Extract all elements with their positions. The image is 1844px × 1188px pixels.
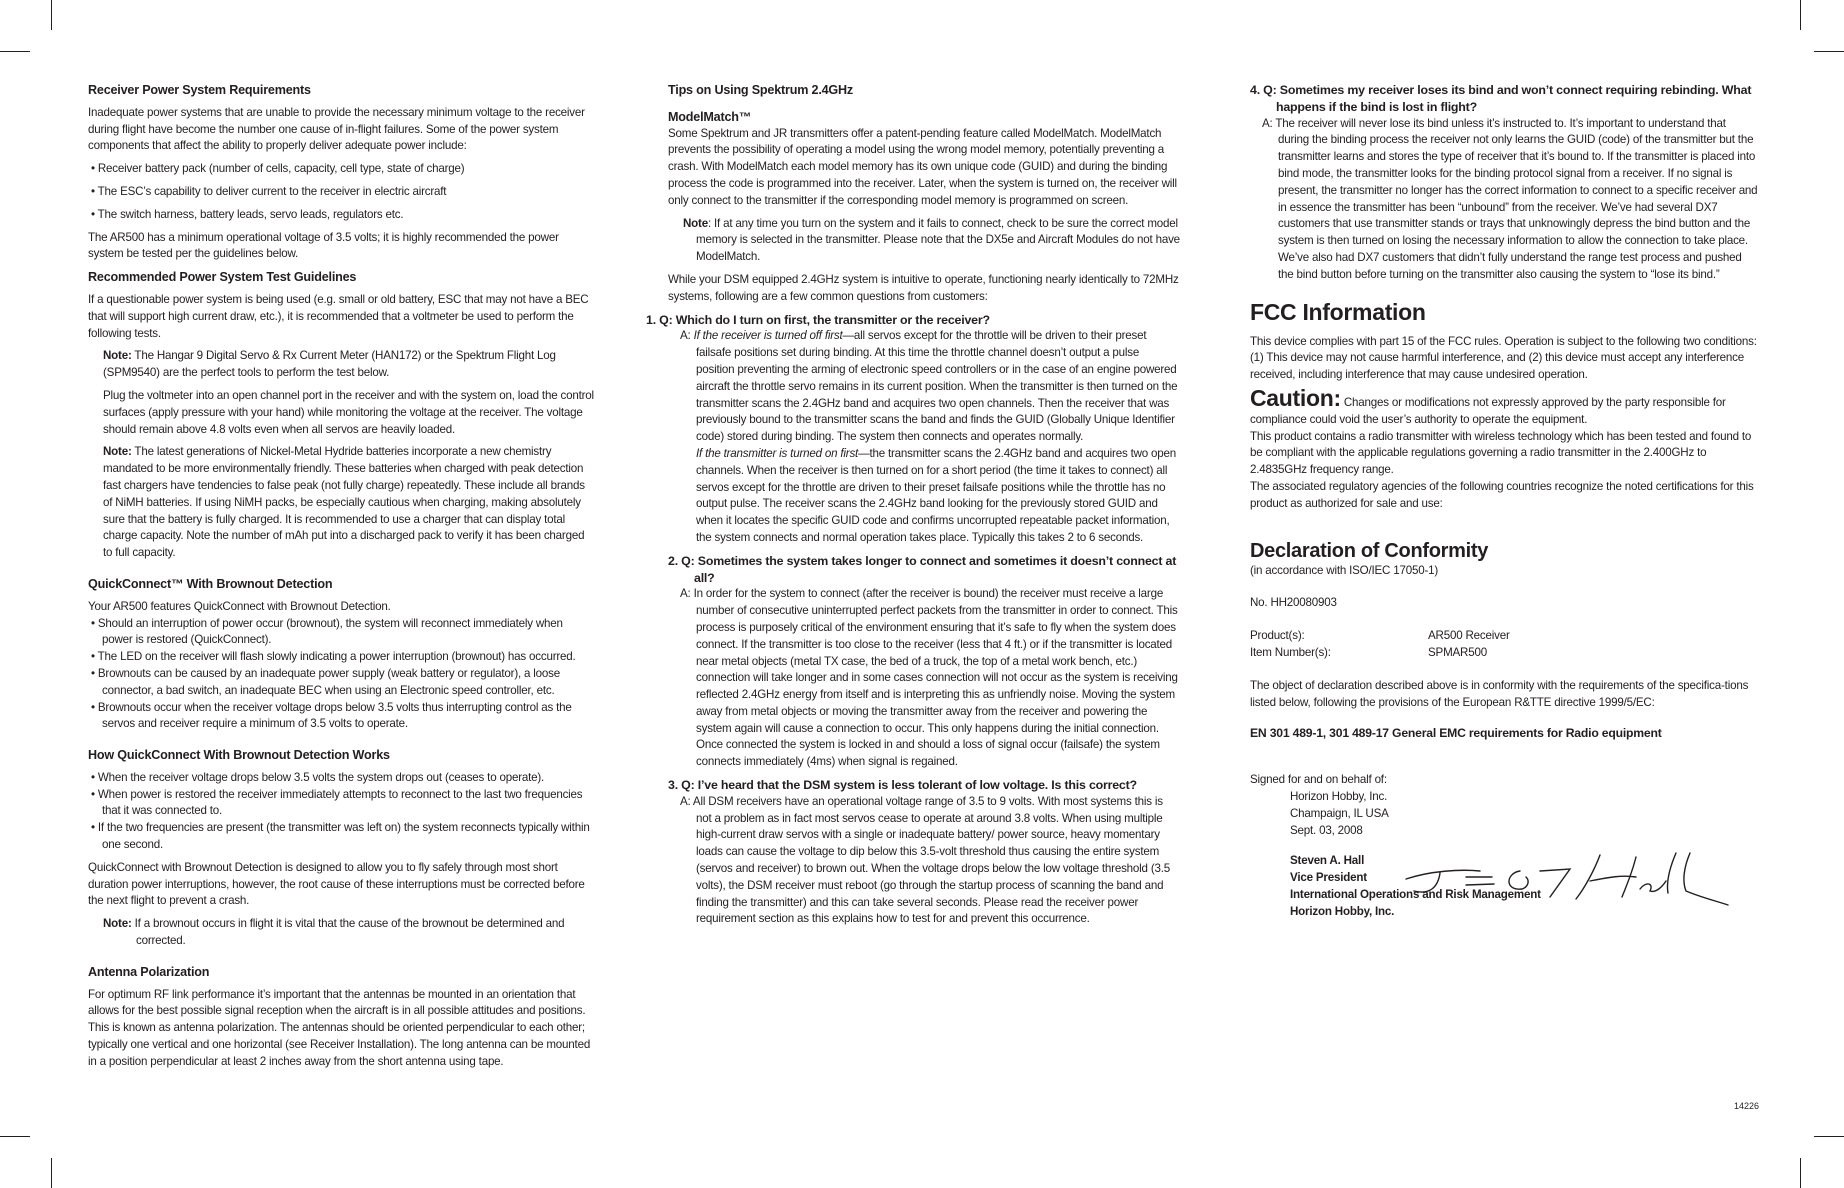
signed-label: Signed for and on behalf of: (1250, 773, 1387, 787)
signature-image (1400, 851, 1730, 909)
company-line: Champaign, IL USA (1290, 806, 1389, 820)
paragraph: Inadequate power systems that are unable to provide the necessary minimum voltage to the receiver during flight have become the number one cause of in-flight failures. Some of the power system components that affect the ability to properly deliver adequate power include: (88, 105, 585, 153)
note-text: If a brownout occurs in flight it is vital that the cause of the brownout be determined and corrected. (131, 917, 565, 948)
bullet-item: • If the two frequencies are present (the transmitter was left on) the system reconnects typically within one second. (91, 821, 590, 852)
answer-italic: If the receiver is turned off first (693, 329, 843, 343)
answer-3: A: All DSM receivers have an operational voltage range of 3.5 to 9 volts. With most systems this is not a problem as in fact most servos cease to operate at around 3.8 volts. When using multiple high-current draw servos with a single or inadequate battery/ power source, heavy momentary loads can cause the voltage to dip below this 3.5-volt threshold thus causing the entire system (servos and receiver) to brown out. When the voltage drops below the low voltage threshold (3.5 volts), the DSM receiver must reboot (go through the startup process of scanning the band and finding the transmitter) and this can take several seconds. Please read the receiver power requirement section as this explains how to test for and prevent this occurrence. (680, 794, 1171, 926)
bullet-item: • Brownouts occur when the receiver voltage drops below 3.5 volts thus interrupting control as the servos and receiver require a minimum of 3.5 volts to operate. (91, 700, 572, 731)
note (88, 916, 596, 950)
heading-test-guidelines: Recommended Power System Test Guidelines (88, 270, 357, 285)
paragraph: The object of declaration described above is in conformity with the requirements of the specifica-tions listed below, following the provisions of the European R&TTE directive 1999/5/EC: (1250, 678, 1749, 709)
products-label: Product(s): (1250, 629, 1305, 643)
paragraph: Your AR500 features QuickConnect with Brownout Detection. (88, 599, 391, 613)
item-number-label: Item Number(s): (1250, 645, 1331, 659)
bullet-item: • Brownouts can be caused by an inadequate power supply (weak battery or regulator), a loose connector, a bad switch, an inadequate BEC when using an Electronic speed controller, etc. (91, 666, 561, 697)
note-label: Note: (103, 349, 132, 363)
note (88, 348, 596, 382)
question-1: 1. Q: Which do I turn on first, the transmitter or the receiver? (646, 312, 990, 327)
paragraph: QuickConnect with Brownout Detection is designed to allow you to fly safely through most short duration power interruptions, however, the root cause of these interruptions must be corrected before the next flight to prevent a crash. (88, 860, 585, 908)
signer-title: Vice President (1290, 871, 1367, 885)
paragraph: While your DSM equipped 2.4GHz system is intuitive to operate, functioning nearly identically to 72MHz systems, following are a few common questions from customers: (668, 272, 1179, 303)
paragraph: This device complies with part 15 of the FCC rules. Operation is subject to the following two conditions: (1) This device may not cause harmful interference, and (2) this device must accept any interference received, including interference that may cause undesired operation. (1250, 334, 1757, 382)
declaration-subtitle: (in accordance with ISO/IEC 17050-1) (1250, 563, 1439, 577)
products-row (1250, 628, 1758, 645)
signature-block (1250, 853, 1758, 920)
caution-text: Changes or modifications not expressly approved by the party responsible for compliance could void the user’s authority to operate the equipment. (1250, 395, 1726, 426)
crop-mark (0, 1136, 30, 1137)
note-label: Note: (103, 917, 132, 931)
column-middle (646, 82, 1180, 934)
column-right (1250, 82, 1758, 920)
crop-mark (1800, 0, 1801, 30)
bullet-item: • The switch harness, battery leads, servo leads, regulators etc. (91, 207, 404, 221)
bullet-item: • The ESC’s capability to deliver current to the receiver in electric aircraft (91, 184, 447, 198)
item-number-value: SPMAR500 (1428, 645, 1487, 659)
heading-antenna-polarization: Antenna Polarization (88, 964, 210, 979)
bullet-item: • Should an interruption of power occur (brownout), the system will reconnect immediately when power is restored (QuickConnect). (91, 616, 563, 647)
bullet-item: • When the receiver voltage drops below 3.5 volts the system drops out (ceases to operate). (91, 770, 545, 784)
paragraph: Plug the voltmeter into an open channel port in the receiver and with the system on, load the control surfaces (apply pressure with your hand) while monitoring the voltage at the receiver. The voltage should remain above 4.8 volts even when all servos are heavily loaded. (103, 388, 594, 436)
note-text: The Hangar 9 Digital Servo & Rx Current Meter (HAN172) or the Spektrum Flight Log (SPM9540) are the perfect tools to perform the test below. (103, 349, 556, 380)
heading-declaration: Declaration of Conformity (1250, 539, 1489, 562)
note (88, 444, 596, 562)
answer-1 (668, 328, 1180, 446)
paragraph: For optimum RF link performance it’s important that the antennas be mounted in an orientation that allows for the best possible signal reception when the aircraft is in all possible attitudes and positions. This is known as antenna polarization. The antennas should be oriented perpendicular to each other; typically one vertical and one horizontal (see Receiver Installation). The long antenna can be mounted in a position perpendicular at least 2 inches away from the short antenna using tape. (88, 987, 591, 1068)
signer-name: Steven A. Hall (1290, 854, 1365, 868)
bullet-item: • When power is restored the receiver immediately attempts to reconnect to the last two frequencies that it was connected to. (91, 787, 583, 818)
signer-department: International Operations and Risk Management (1290, 887, 1541, 901)
note-text: : If at any time you turn on the system and it fails to connect, check to be sure the correct model memory is selected in the transmitter. Please note that the DX5e and Aircraft Modules do not have ModelMatch. (696, 216, 1180, 264)
heading-modelmatch: ModelMatch™ (668, 109, 752, 124)
question-3: 3. Q: I’ve heard that the DSM system is less tolerant of low voltage. Is this correct? (668, 778, 1137, 793)
paragraph: Some Spektrum and JR transmitters offer a patent-pending feature called ModelMatch. ModelMatch prevents the possibility of operating a model using the wrong model memory, potentially preventing a crash. With ModelMatch each model memory has its own unique code (GUID) and during the binding process the code is programmed into the receiver. Later, when the system is turned on, the receiver will only connect to the transmitter if the corresponding model memory is programmed on screen. (668, 126, 1177, 207)
paragraph: The AR500 has a minimum operational voltage of 3.5 volts; it is highly recommended the power system be tested per the guidelines below. (88, 230, 559, 261)
crop-mark (1814, 51, 1844, 52)
paragraph: The associated regulatory agencies of the following countries recognize the noted certifications for this product as authorized for sale and use: (1250, 479, 1754, 510)
heading-tips-spektrum: Tips on Using Spektrum 2.4GHz (668, 83, 854, 97)
paragraph: This product contains a radio transmitter with wireless technology which has been tested and found to be compliant with the applicable regulations governing a radio transmitter in the 2.400GHz to 2.4835GHz frequency range. (1250, 429, 1752, 477)
question-4: 4. Q: Sometimes my receiver loses its bind and won’t connect requiring rebinding. What happens if the bind is lost in flight? (1250, 83, 1752, 114)
column-left (88, 82, 596, 1077)
heading-quickconnect: QuickConnect™ With Brownout Detection (88, 576, 333, 591)
declaration-number: No. HH20080903 (1250, 596, 1337, 610)
crop-mark (51, 0, 52, 30)
heading-receiver-power: Receiver Power System Requirements (88, 83, 311, 97)
note-label: Note: (103, 445, 132, 459)
question-2: 2. Q: Sometimes the system takes longer to connect and sometimes it doesn’t connect at all? (668, 553, 1177, 585)
crop-mark (51, 1158, 52, 1188)
products-value: AR500 Receiver (1428, 629, 1510, 643)
note-text: The latest generations of Nickel-Metal Hydride batteries incorporate a new chemistry mandated to be more environmentally friendly. These batteries when charged with peak detection fast chargers have tendencies to false peak (not fully charge) repeatedly. These include all brands of NiMH batteries. If using NiMH packs, be especially cautious when charging, making absolutely sure that the battery is fully charged. It is recommended to use a charger that can display total charge capacity. Note the number of mAh put into a discharged pack to verify it has been charged to full capacity. (103, 445, 585, 560)
answer-text: —all servos except for the throttle will be driven to their preset failsafe positions set during binding. At this time the throttle channel doesn’t output a pulse position preventing the arming of electronic speed controllers or in the case of an engine powered aircraft the throttle servo remains in its current position. When the transmitter is then turned on the transmitter scans the 2.4GHz band and acquires two open channels. Then the receiver that was previously bound to the transmitter scans the band and finds the GUID (Globally Unique Identifier code) stored during binding. The system then connects and operates normally. (696, 329, 1178, 444)
heading-how-quickconnect-works: How QuickConnect With Brownout Detection Works (88, 748, 390, 763)
answer-1b (668, 446, 1180, 547)
page-number: 14226 (1734, 1101, 1760, 1111)
company-line: Horizon Hobby, Inc. (1290, 789, 1388, 803)
standard-line: EN 301 489-1, 301 489-17 General EMC requirements for Radio equipment (1250, 726, 1662, 741)
heading-fcc-information: FCC Information (1250, 298, 1426, 325)
caution-label: Caution: (1250, 384, 1341, 411)
answer-4: A: The receiver will never lose its bind unless it’s instructed to. It’s important to understand that during the binding process the receiver not only learns the GUID (code) of the transmitter but the transmitter learns and stores the type of receiver that it’s bound to. If the transmitter is placed into bind mode, the transmitter looks for the binding protocol signal from a receiver. If no signal is present, the transmitter no longer has the correct information to connect to a specific receiver and in essence the transmitter has been “unbound” from the receiver. We’ve had several DX7 customers that use transmitter stands or trays that unknowingly depress the bind button and the system is then turned on losing the necessary information to allow the connection to take place. We’ve also had DX7 customers that didn’t fully understand the range test process and pushed the bind button before turning on the transmitter also causing the system to “lose its bind.” (1262, 116, 1758, 281)
company-line: Sept. 03, 2008 (1290, 823, 1363, 837)
paragraph: If a questionable power system is being used (e.g. small or old battery, ESC that may not have a BEC that will support high current draw, etc.), it is recommended that a voltmeter be used to perform the following tests. (88, 292, 589, 340)
caution (1250, 384, 1758, 429)
note-label: Note (683, 216, 708, 230)
company-block (1250, 789, 1758, 839)
bullet-item: • Receiver battery pack (number of cells, capacity, cell type, state of charge) (91, 162, 465, 176)
item-number-row (1250, 645, 1758, 662)
signer-company: Horizon Hobby, Inc. (1290, 904, 1395, 918)
answer-prefix: A: (680, 329, 694, 343)
crop-mark (0, 51, 30, 52)
note (668, 216, 1180, 266)
crop-mark (1800, 1158, 1801, 1188)
answer-italic: If the transmitter is turned on first (696, 446, 859, 460)
answer-2: A: In order for the system to connect (after the receiver is bound) the receiver must receive a large number of consecutive uninterrupted perfect packets from the transmitter in order to connect. This process is purposely critical of the environment ensuring that it’s safe to fly when the system does connect. If the transmitter is too close to the receiver (less that 4 ft.) or if the transmitter is located near metal objects (metal TX case, the bed of a truck, the top of a metal work bench, etc.) connection will take longer and in some cases connection will not occur as the system is receiving reflected 2.4GHz energy from itself and is interpreting this as unfriendly noise. Moving the system away from metal objects or moving the transmitter away from the receiver and powering the system again will cause a connection to occur. This only happens during the initial connection. Once connected the system is locked in and should a loss of signal occur (failsafe) the system connects immediately (4ms) when signal is regained. (680, 587, 1178, 769)
crop-mark (1814, 1136, 1844, 1137)
bullet-item: • The LED on the receiver will flash slowly indicating a power interruption (brownout) has occurred. (91, 650, 576, 664)
answer-text: —the transmitter scans the 2.4GHz band and acquires two open channels. When the receiver is then turned on for a short period (the time it takes to connect) all servos except for the throttle are driven to their preset failsafe positions while the throttle has no output pulse. The receiver scans the 2.4GHz band looking for the previously stored GUID and when it locates the specific GUID code and confirms uncorrupted repeatable packet information, the system connects and normal operation takes place. Typically this takes 2 to 6 seconds. (696, 446, 1177, 544)
